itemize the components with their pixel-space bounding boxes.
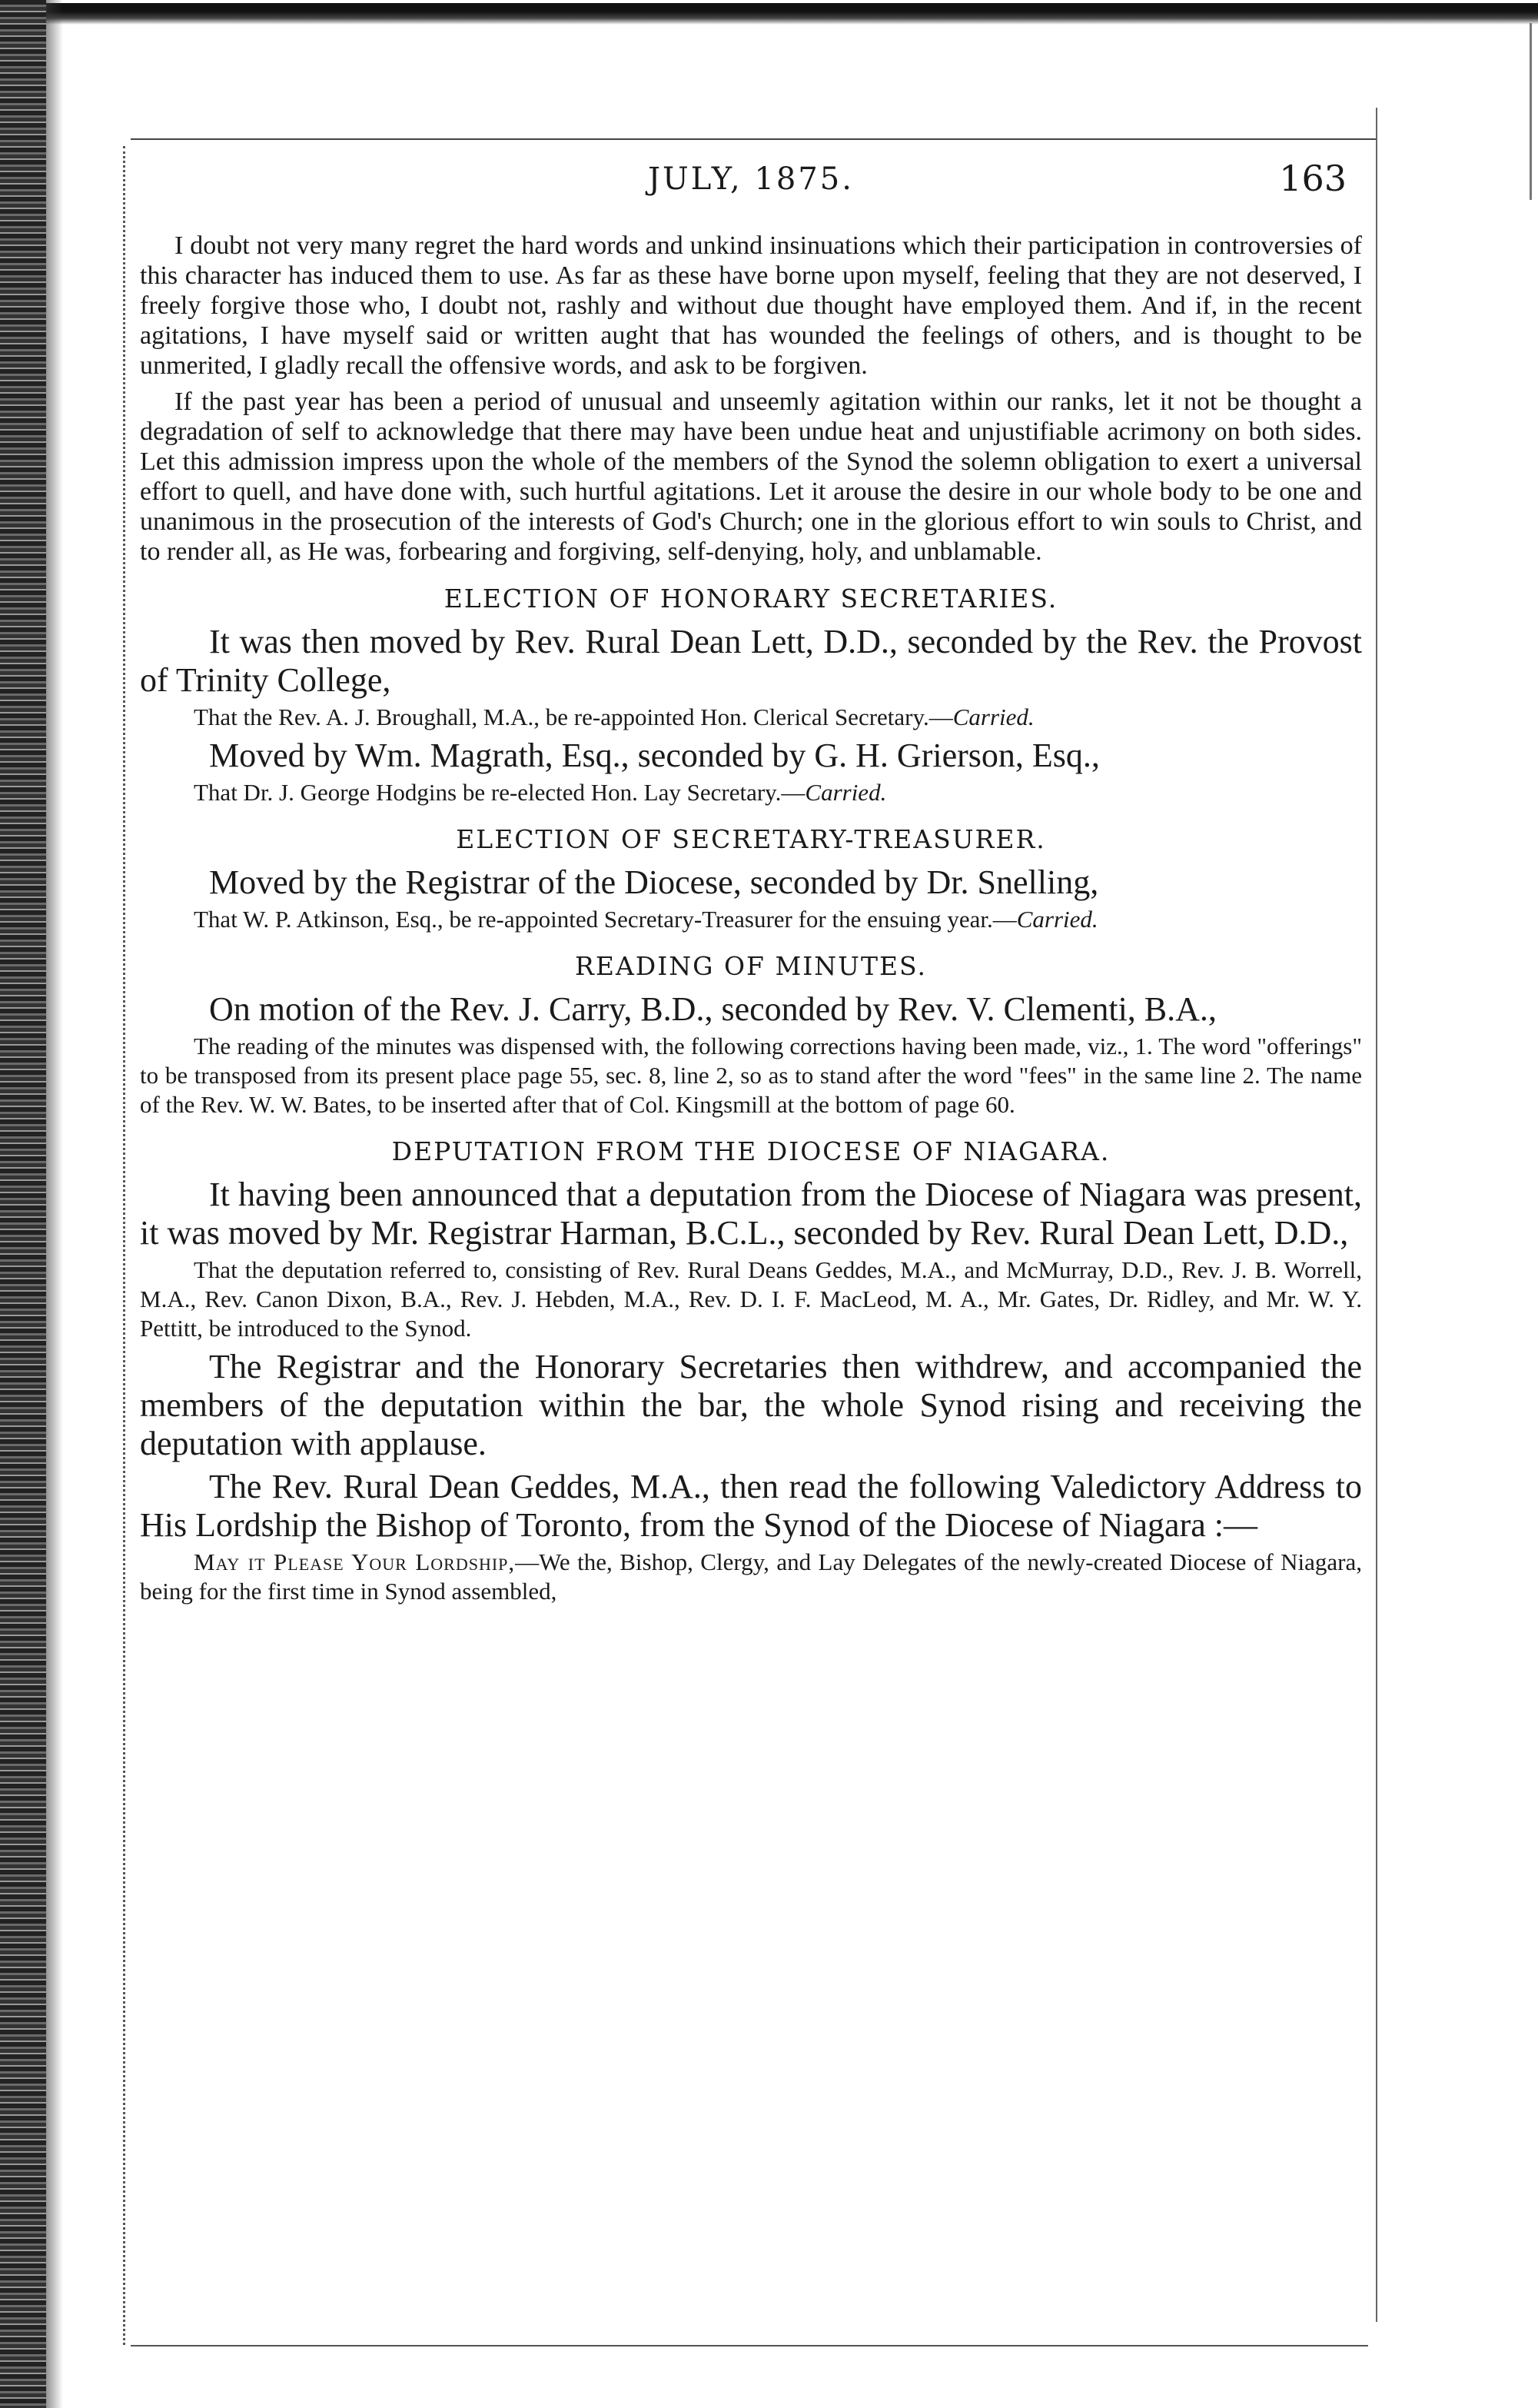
section-heading-deputation: DEPUTATION FROM THE DIOCESE OF NIAGARA.	[391, 1136, 1111, 1166]
motion-deputation: It having been announced that a deputation from the Diocese of Niagara was present, it was moved by Mr. Registrar Harman, B.C.L., seconded by Rev. Rural Dean Lett, D.D.,	[140, 1176, 1362, 1252]
carried-label: Carried.	[952, 703, 1035, 730]
section-heading-honorary-secretaries: ELECTION OF HONORARY SECRETARIES.	[443, 584, 1058, 614]
resolution-lay-secretary	[140, 778, 1362, 807]
carried-label: Carried.	[1016, 906, 1098, 933]
valedictory-address	[140, 1548, 1362, 1606]
resolution-deputation: That the deputation referred to, consisting of Rev. Rural Deans Geddes, M.A., and McMurray, D.D., Rev. J. B. Worrell, M.A., Rev. Canon Dixon, B.A., Rev. J. Hebden, M.A., Rev. D. I. F. MacLeod, M. A., Mr. Gates, Dr. Ridley, and Mr. W. Y. Pettitt, be introduced to the Synod.	[140, 1256, 1362, 1342]
page-number: 163	[1279, 158, 1347, 199]
resolution-minutes-corrections: The reading of the minutes was dispensed with, the following corrections having been made, viz., 1. The word "offerings" to be transposed from its present place page 55, sec. 8, line 2, so as to stand after the word "fees" in the same line 2. The name of the Rev. W. W. Bates, to be inserted after that of Col. Kingsmill at the bottom of page 60.	[140, 1033, 1362, 1118]
page-border-right	[1376, 108, 1379, 2322]
resolution-text: That the Rev. A. J. Broughall, M.A., be re-appointed Hon. Clerical Secretary.—	[194, 703, 953, 730]
address-salutation: May it Please Your Lordship,	[194, 1548, 516, 1575]
resolution-clerical-secretary	[140, 703, 1362, 732]
scan-edge-left	[0, 0, 46, 2408]
top-rule	[131, 138, 1376, 140]
resolution-secretary-treasurer	[140, 905, 1362, 934]
scan-shadow-left	[46, 0, 63, 2408]
motion-honorary-clerical: It was then moved by Rev. Rural Dean Lett, D.D., seconded by the Rev. the Provost of Trinity College,	[140, 623, 1362, 699]
section-heading-reading-minutes: READING OF MINUTES.	[575, 951, 927, 981]
section-heading-secretary-treasurer: ELECTION OF SECRETARY-TREASURER.	[456, 824, 1046, 854]
paragraph-forgiveness: I doubt not very many regret the hard words and unkind insinuations which their participation in controversies of this character has induced them to use. As far as these have borne upon myself, feeling that they are not deserved, I freely forgive those who, I doubt not, rashly and without due thought have employed them. And if, in the recent agitations, I have myself said or written aught that has wounded the feelings of others, and is thought to be unmerited, I gladly recall the offensive words, and ask to be forgiven.	[140, 231, 1362, 380]
bottom-rule	[131, 2345, 1368, 2346]
page-border-left	[123, 146, 127, 2345]
document-page	[140, 146, 1362, 1609]
resolution-text: That W. P. Atkinson, Esq., be re-appointed Secretary-Treasurer for the ensuing year.—	[194, 906, 1017, 933]
carried-label: Carried.	[805, 779, 887, 806]
motion-secretary-treasurer: Moved by the Registrar of the Diocese, seconded by Dr. Snelling,	[209, 863, 1099, 901]
address-text: —We the, Bishop, Clergy, and Lay Delegates of the newly-created Diocese of Niagara, being for the first time in Synod assembled,	[140, 1548, 1362, 1605]
scan-edge-top	[15, 3, 1538, 25]
motion-reading-minutes: On motion of the Rev. J. Carry, B.D., seconded by Rev. V. Clementi, B.A.,	[209, 990, 1217, 1028]
motion-honorary-lay: Moved by Wm. Magrath, Esq., seconded by G. H. Grierson, Esq.,	[209, 737, 1100, 774]
paragraph-deputation-received: The Registrar and the Honorary Secretaries then withdrew, and accompanied the members of the deputation within the bar, the whole Synod rising and receiving the deputation with applause.	[140, 1348, 1362, 1462]
running-head: JULY, 1875.	[648, 161, 854, 197]
resolution-text: That Dr. J. George Hodgins be re-elected Hon. Lay Secretary.—	[194, 779, 806, 806]
scan-edge-right	[1530, 23, 1538, 200]
paragraph-agitation: If the past year has been a period of unusual and unseemly agitation within our ranks, let it not be thought a degradation of self to acknowledge that there may have been undue heat and unjustifiable acrimony on both sides. Let this admission impress upon the whole of the members of the Synod the solemn obligation to exert a universal effort to quell, and have done with, such hurtful agitations. Let it arouse the desire in our whole body to be one and unanimous in the prosecution of the interests of God's Church; one in the glorious effort to win souls to Christ, and to render all, as He was, forbearing and forgiving, self-denying, holy, and unblamable.	[140, 387, 1362, 566]
paragraph-valedictory-intro: The Rev. Rural Dean Geddes, M.A., then read the following Valedictory Address to His Lordship the Bishop of Toronto, from the Synod of the Diocese of Niagara :—	[140, 1468, 1362, 1544]
page-header	[140, 146, 1362, 231]
